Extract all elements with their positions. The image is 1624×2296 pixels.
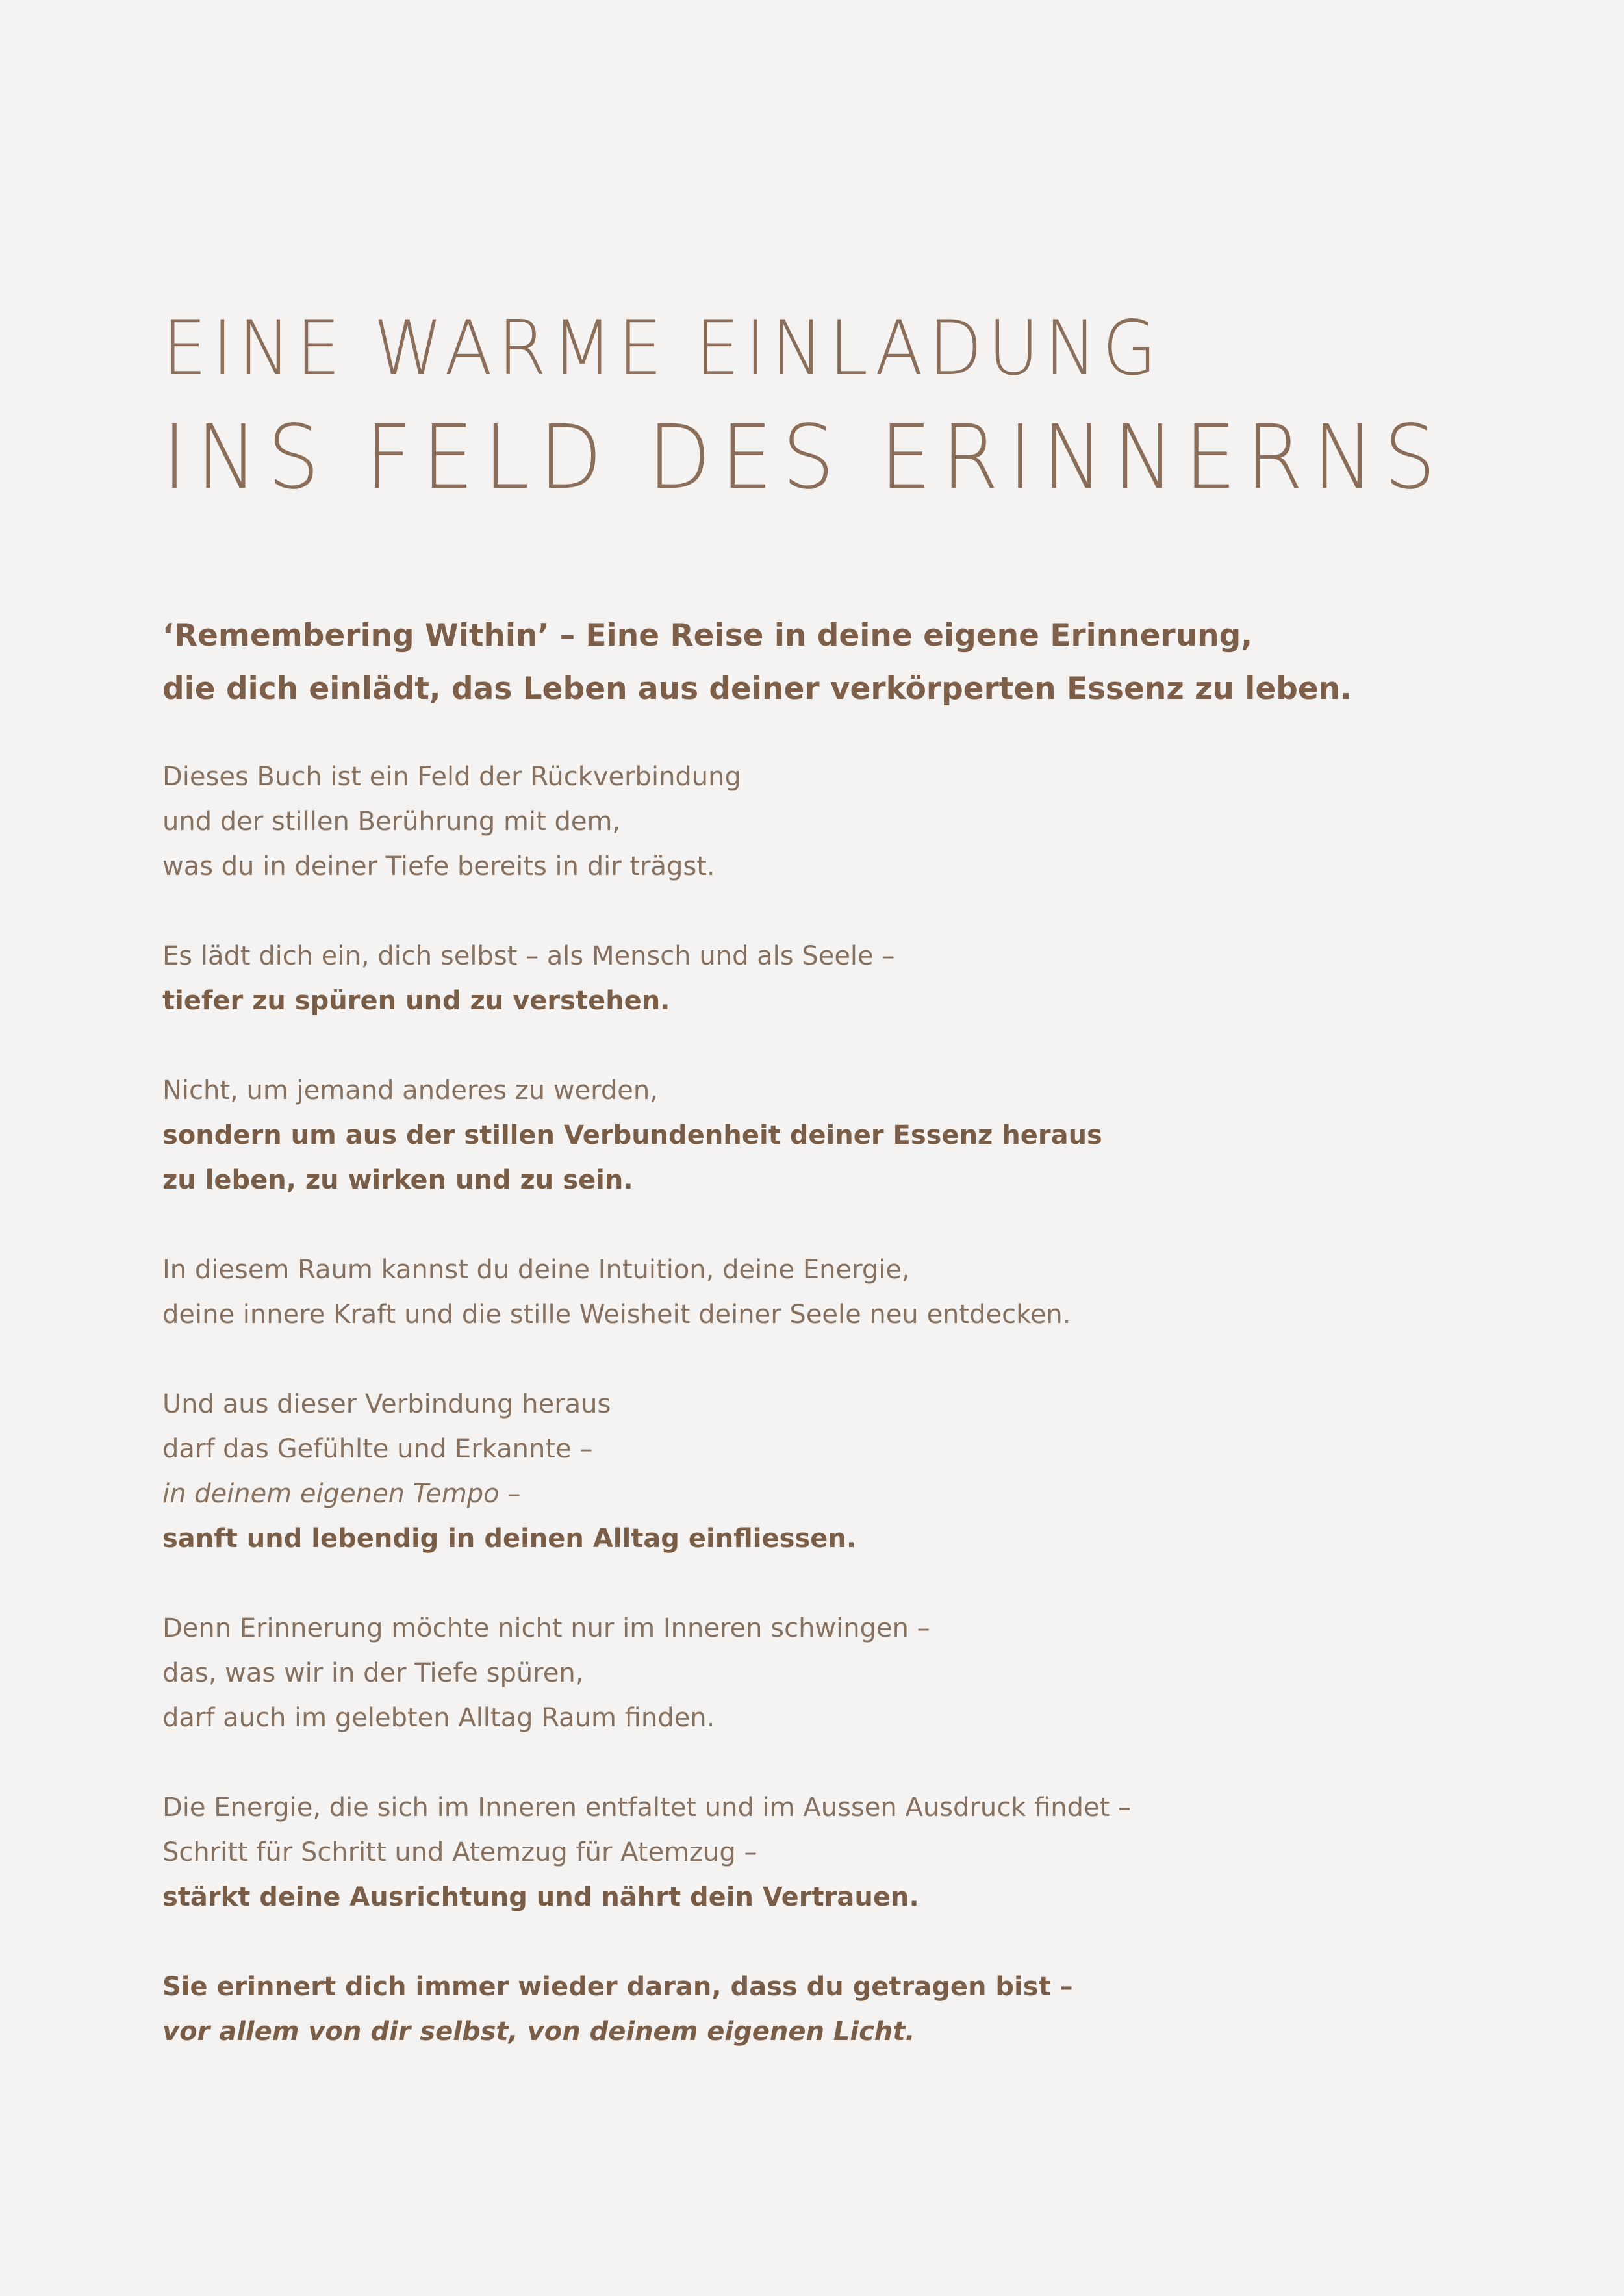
text-line-bold-italic: vor allem von dir selbst, von deinem eigenen Licht. — [162, 2017, 915, 2047]
text-line-bold: stärkt deine Ausrichtung und nährt dein Vertrauen. — [162, 1882, 919, 1912]
text-line-bold: sanft und lebendig in deinen Alltag einfliessen. — [162, 1524, 857, 1554]
text-line-bold: sondern um aus der stillen Verbundenheit deiner Essenz heraus — [162, 1120, 1102, 1150]
intro-line-2: die dich einlädt, das Leben aus deiner verkörperten Essenz zu leben. — [162, 671, 1352, 707]
text-line: das, was wir in der Tiefe spüren, — [162, 1658, 584, 1688]
paragraph-3 — [162, 1068, 1131, 1203]
paragraph-8 — [162, 1965, 1131, 2054]
text-line: Denn Erinnerung möchte nicht nur im Inneren schwingen – — [162, 1613, 930, 1643]
text-line-bold: zu leben, zu wirken und zu sein. — [162, 1165, 633, 1195]
text-line-bold: Sie erinnert dich immer wieder daran, dass du getragen bist – — [162, 1972, 1073, 2002]
paragraph-5 — [162, 1382, 1131, 1561]
text-line: darf auch im gelebten Alltag Raum finden. — [162, 1703, 715, 1733]
text-line-bold: tiefer zu spüren und zu verstehen. — [162, 986, 670, 1016]
intro-line-1: ‘Remembering Within’ – Eine Reise in deine eigene Erinnerung, — [162, 618, 1253, 653]
text-line: Schritt für Schritt und Atemzug für Atemzug – — [162, 1837, 757, 1867]
text-line: Nicht, um jemand anderes zu werden, — [162, 1076, 658, 1105]
title-line-1: EINE WARME EINLADUNG — [162, 305, 1162, 392]
paragraph-1 — [162, 755, 1131, 889]
text-line-italic: in deinem eigenen Tempo – — [162, 1479, 521, 1509]
text-line: darf das Gefühlte und Erkannte – — [162, 1434, 593, 1464]
text-line: Und aus dieser Verbindung heraus — [162, 1389, 611, 1419]
text-line: Die Energie, die sich im Inneren entfaltet und im Aussen Ausdruck findet – — [162, 1793, 1132, 1823]
text-line: deine innere Kraft und die stille Weisheit deiner Seele neu entdecken. — [162, 1300, 1071, 1330]
text-line: was du in deiner Tiefe bereits in dir trägst. — [162, 852, 715, 881]
text-line: Dieses Buch ist ein Feld der Rückverbindung — [162, 762, 741, 792]
paragraph-2 — [162, 934, 1131, 1024]
text-line: In diesem Raum kannst du deine Intuition, deine Energie, — [162, 1255, 910, 1285]
body-text — [162, 755, 1131, 2099]
paragraph-6 — [162, 1606, 1131, 1741]
paragraph-7 — [162, 1785, 1131, 1920]
intro-lead — [162, 609, 1352, 716]
title-line-2: INS FELD DES ERINNERNS — [162, 407, 1446, 509]
paragraph-4 — [162, 1248, 1131, 1337]
text-line: und der stillen Berührung mit dem, — [162, 807, 621, 837]
text-line: Es lädt dich ein, dich selbst – als Mensch und als Seele – — [162, 941, 895, 971]
